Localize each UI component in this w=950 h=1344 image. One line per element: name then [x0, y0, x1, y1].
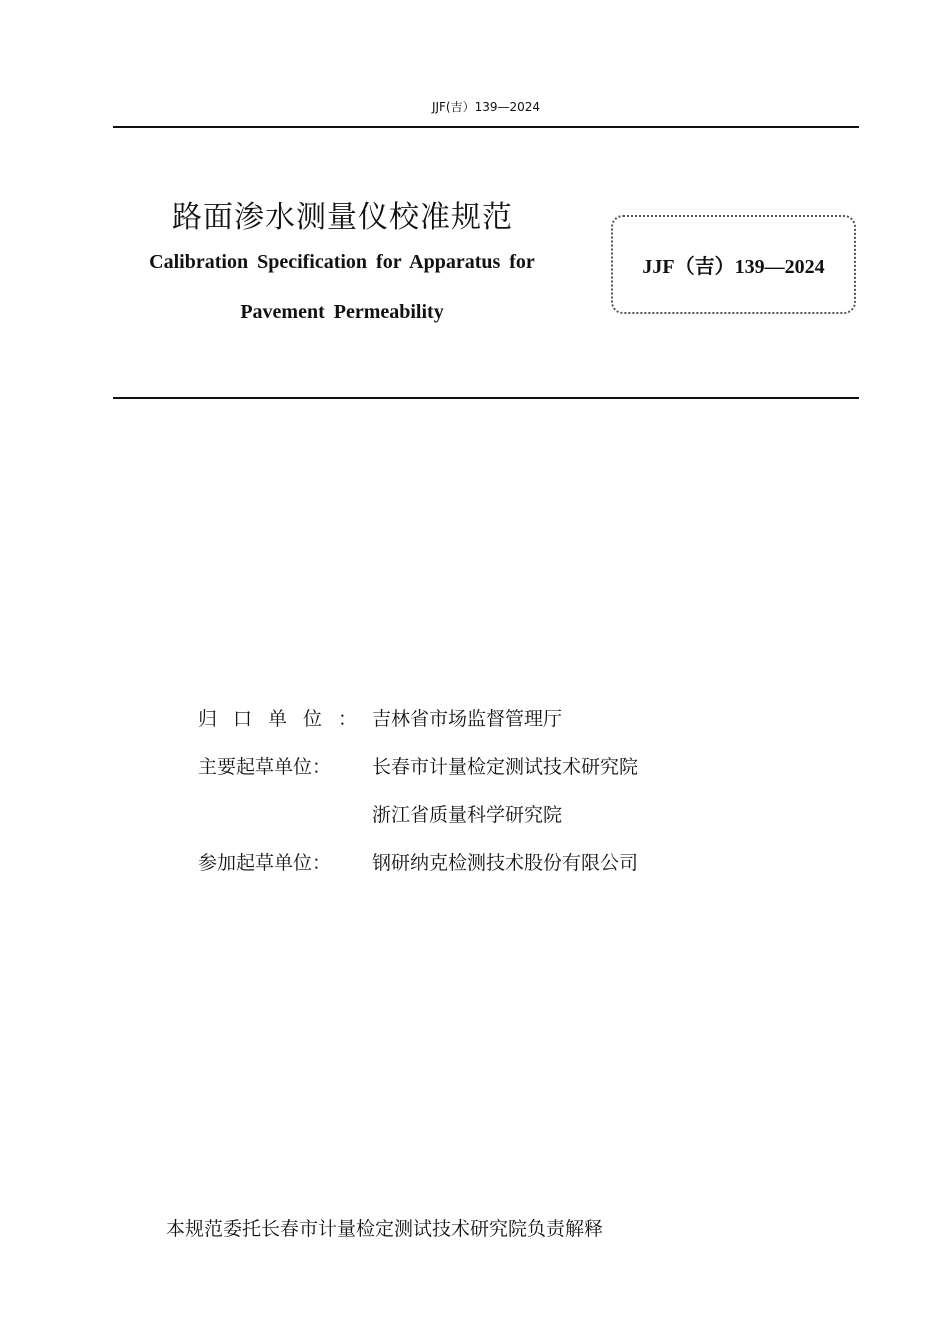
title-bottom-divider	[113, 397, 859, 399]
main-drafting-label: 主要起草单位：	[198, 756, 332, 778]
participating-drafting-value: 钢研纳克检测技术股份有限公司	[372, 852, 639, 874]
interpretation-note: 本规范委托长春市计量检定测试技术研究院负责解释	[166, 1218, 604, 1240]
header-standard-code: JJF(吉）139—2024	[431, 100, 541, 114]
responsible-unit-label: 归口单位：	[198, 708, 374, 730]
standard-code-box	[611, 215, 856, 314]
document-title-chinese: 路面渗水测量仪校准规范	[172, 200, 513, 235]
document-title-english-line2: Pavement Permeability	[240, 301, 444, 323]
document-title-english-line1: Calibration Specification for Apparatus for	[149, 251, 535, 273]
main-drafting-value-2: 浙江省质量科学研究院	[372, 804, 563, 826]
participating-drafting-label: 参加起草单位：	[198, 852, 332, 874]
main-drafting-value-1: 长春市计量检定测试技术研究院	[372, 756, 639, 778]
responsible-unit-value: 吉林省市场监督管理厅	[372, 708, 563, 730]
standard-code: JJF（吉）139—2024	[642, 256, 825, 278]
top-divider	[113, 126, 859, 128]
